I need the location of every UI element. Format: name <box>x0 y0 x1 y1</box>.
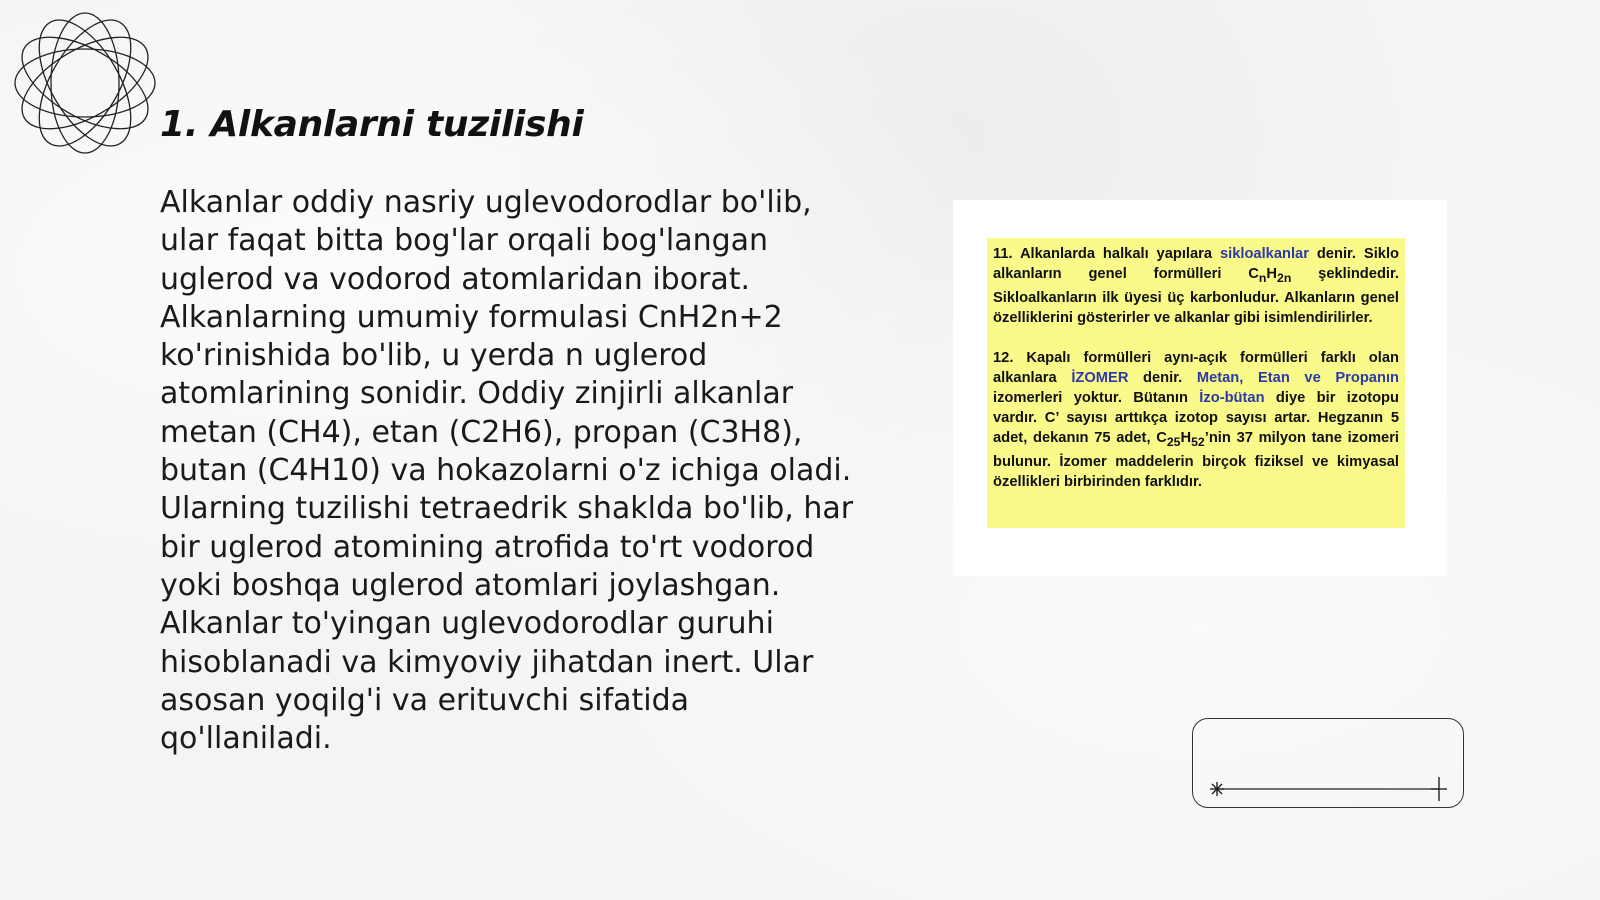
highlighted-text-block <box>987 238 1405 528</box>
sparkle-icon <box>1210 782 1224 796</box>
paragraph-11: 11. Alkanlarda halkalı yapılara sikloalkanlar denir. Siklo alkanların genel formülleri $C_nH_{2n}$ şeklindedir. Sikloalkanların ilk üyesi üç karbonludur. Alkanların genel özelliklerini gösterirler ve alkanlar gibi isimlendirilirler. <box>993 246 1399 326</box>
decorative-line-widget <box>1192 718 1464 808</box>
slide-body-text: Alkanlar oddiy nasriy uglevodorodlar bo'lib, ular faqat bitta bog'lar orqali bog'langan uglerod va vodorod atomlaridan iborat. Alkanlarning umumiy formulasi CnH2n+2 ko'rinishida bo'lib, u yerda n uglerod atomlarining sonidir. Oddiy zinjirli alkanlar metan (CH4), etan (C2H6), propan (C3H8), butan (C4H10) va hokazolarni o'z ichiga oladi. Ularning tuzilishi tetraedrik shaklda bo'lib, har bir uglerod atomining atrofida to'rt vodorod yoki boshqa uglerod atomlari joylashgan. Alkanlar to'yingan uglevodorodlar guruhi hisoblanadi va kimyoviy jihatdan inert. Ular asosan yoqilg'i va erituvchi sifatida qo'llaniladi. <box>160 185 854 757</box>
line-decoration <box>1193 719 1465 809</box>
plus-star-icon <box>1431 777 1447 801</box>
slide-title: 1. Alkanlarni tuzilishi <box>160 104 584 145</box>
paragraph-12: 12. Kapalı formülleri aynı-açık formülleri farklı olan alkanlara İZOMER denir. Metan, Etan ve Propanın izomerleri yoktur. Bütanın İzo-bütan diye bir izotopu vardır. C’ sayısı arttıkça izotop sayısı artar. Hegzanın 5 adet, dekanın 75 adet, $C_{25}H_{52}’nin$ 37 milyon tane izomeri bulunur. İzomer maddelerin birçok fiziksel ve kimyasal özellikleri birbirinden farklıdır. <box>993 349 1400 490</box>
embedded-image <box>953 200 1447 576</box>
rings-logo-icon <box>10 8 160 158</box>
